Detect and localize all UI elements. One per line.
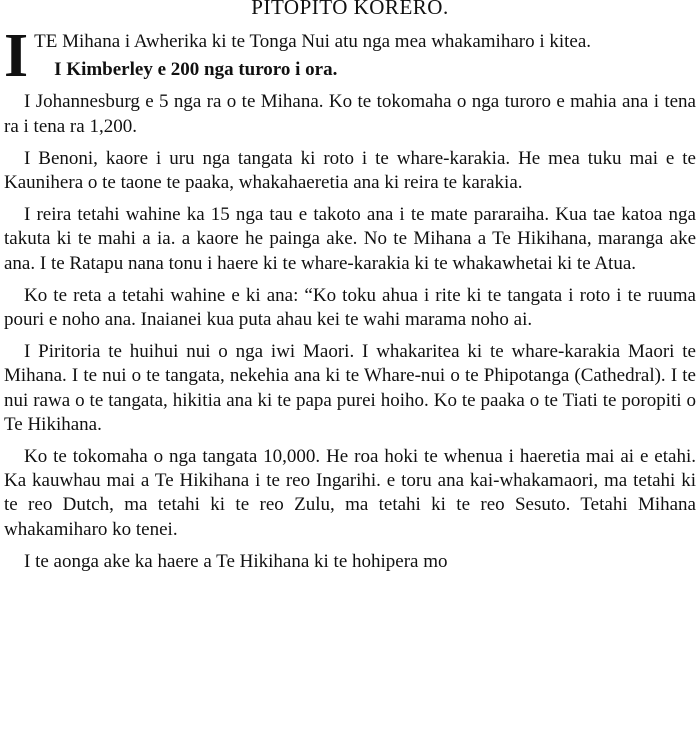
paragraph-benoni: I Benoni, kaore i uru nga tangata ki roto i te whare-karakia. He mea tuku mai e te Kaunihera o te taone te paaka, whakahaeretia ana ki reira te karakia.	[4, 147, 696, 194]
paragraph-crowd: Ko te tokomaha o nga tangata 10,000. He roa hoki te whenua i haeretia mai ai e etahi. Ka kauwhau mai a Te Hikihana i te reo Ingarihi. e toru ana kai-whakamaori, ma tetahi ki te reo Dutch, ma tetahi ki te reo Zulu, ma tetahi ki te reo Sesuto. Tetahi Mihana whakamiharo ko tenei.	[4, 446, 696, 540]
article-heading: PITOPITO KORERO.	[251, 0, 449, 19]
paragraph-paralysis: I reira tetahi wahine ka 15 nga tau e takoto ana i te mate pararaiha. Kua tae katoa nga takuta ki te mahi a ia. a kaore he painga ake. No te Mihana a Te Hikihana, maranga ake ana. I te Ratapu nana tonu i haere ki te whare-karakia ki te whakawhetai ki te Atua.	[4, 204, 696, 274]
article	[4, 0, 696, 574]
paragraph-pretoria: I Piritoria te huihui nui o nga iwi Maori. I whakaritea ki te whare-karakia Maori te Mihana. I te nui o te tangata, nekehia ana ki te Whare-nui o te Phipotanga (Cathedral). I te nui rawa o te tangata, hikitia ana ki te papa purei hoiho. Ko te paaka o te Tiati te poropiti o Te Hikihana.	[4, 341, 696, 435]
paragraph-hospital: I te aonga ake ka haere a Te Hikihana ki te hohipera mo	[24, 550, 448, 572]
intro-text: TE Mihana i Awherika ki te Tonga Nui atu nga mea whakamiharo i kitea.	[34, 31, 592, 52]
drop-cap: I	[4, 22, 29, 90]
paragraph-letter: Ko te reta a tetahi wahine e ki ana: “Ko toku ahua i rite ki te tangata i roto i te ruuma pouri e noho ana. Inaianei kua puta ahau kei te wahi marama noho ai.	[4, 284, 696, 331]
paragraph-johannesburg: I Johannesburg e 5 nga ra o te Mihana. Ko te tokomaha o nga turoro e mahia ana i tena ra i tena ra 1,200.	[4, 91, 696, 137]
subheading: I Kimberley e 200 nga turoro i ora.	[54, 59, 338, 81]
